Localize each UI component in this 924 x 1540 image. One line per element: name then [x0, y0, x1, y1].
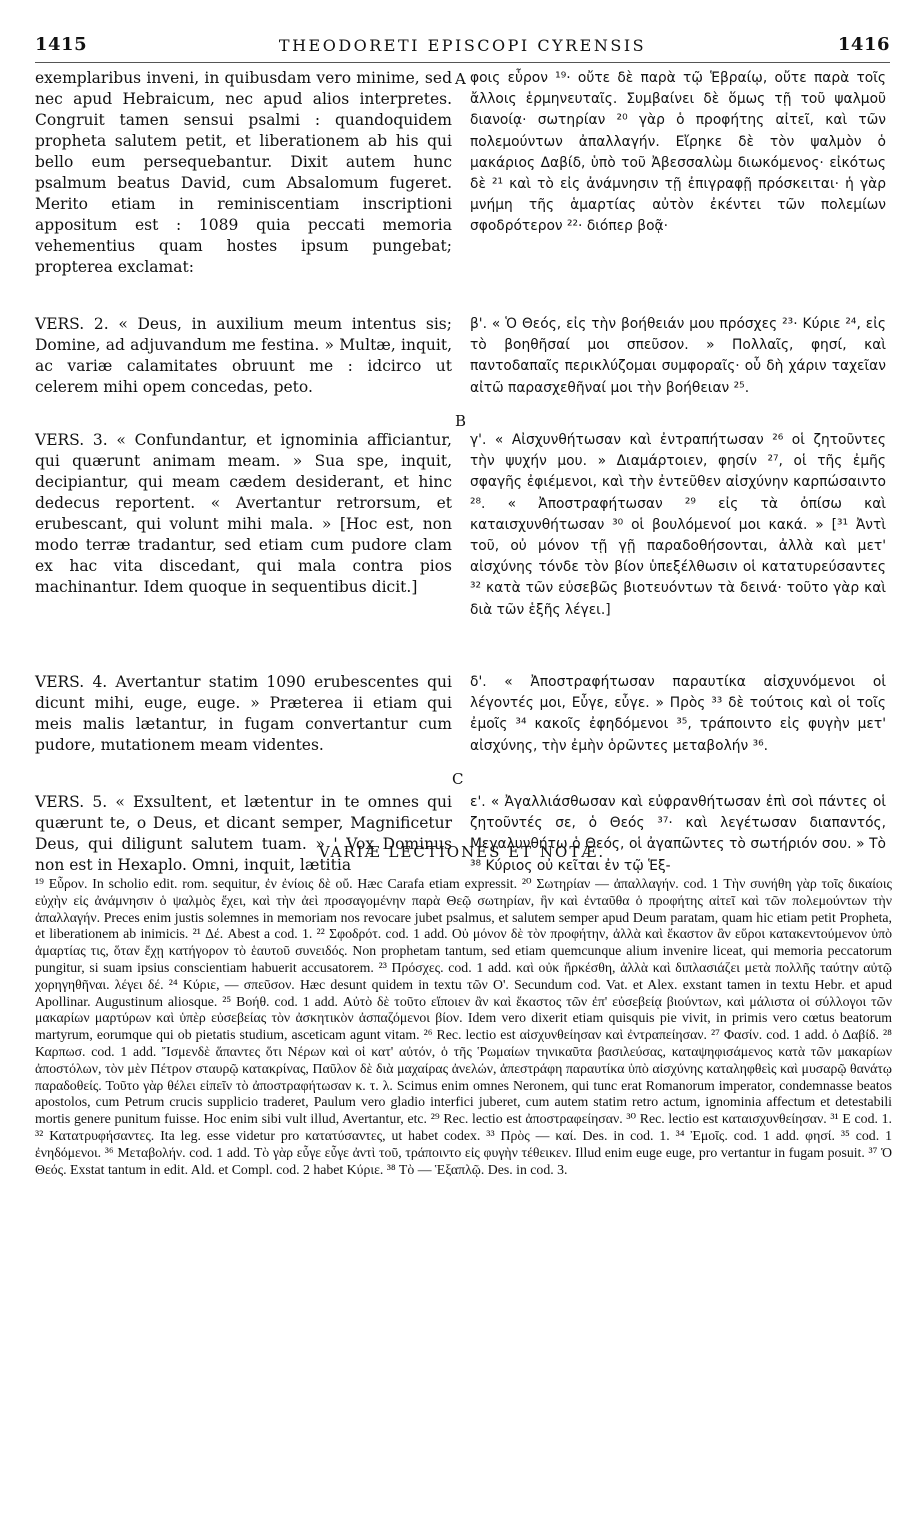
latin-paragraph: VERS. 3. « Confundantur, et ignominia afficiantur, qui quærunt animam meam. » Sua spe, inquit, decipiantur, qui meam cædem desiderant, et hinc dedecus reportent. « Avertantur retrorsum, et erubescant, qui volunt mihi mala. » [Hoc est, non modo terræ tradantur, sed etiam cum pudore clam ex hac vita discedant, qui mala contra pios machinantur. Idem quoque in sequentibus dicit.]: [35, 431, 452, 596]
greek-paragraph: φοις εὗρον ¹⁹· οὔτε δὲ παρὰ τῷ Ἑβραίῳ, οὔτε παρὰ τοῖς ἄλλοις ἑρμηνευταῖς. Συμβαίνει δὲ ὅμως τῇ τοῦ ψαλμοῦ διανοίᾳ· σωτηρίαν ²⁰ γὰρ ὁ προφήτης αἰτεῖ, καὶ τῶν πολεμούντων ἀπαλλαγήν. Εἴρηκε δὲ τὸν ψαλμὸν ὁ μακάριος Δαβίδ, ὑπὸ τοῦ Ἀβεσσαλὼμ διωκόμενος· εἰκότως δὲ ²¹ καὶ τὸ εἰς ἀνάμνησιν τῇ ἐπιγραφῇ πρόσκειται· ἡ γὰρ μνήμη τῆς ἁμαρτίας αὐτὸν ἐκέντει τῶν πολεμίων σφοδρότερον ²²· διόπερ βοᾷ·: [470, 70, 886, 235]
page-header: [35, 26, 890, 60]
greek-block-beta: [470, 314, 886, 399]
greek-block-delta: [470, 672, 886, 757]
latin-block-vers4: [35, 672, 452, 756]
right-page-number: 1416: [837, 34, 890, 55]
greek-block-epsilon: [470, 792, 886, 877]
greek-paragraph: γ'. « Αἰσχυνθήτωσαν καὶ ἐντραπήτωσαν ²⁶ οἱ ζητοῦντες τὴν ψυχήν μου. » Διαμάρτοιεν, φησίν ²⁷, οἱ τῆς ἐμῆς σφαγῆς ἐφιέμενοι, καὶ τὴν ἐντεῦθεν αἰσχύνην καρπώσαιντο ²⁸. « Ἀποστραφήτωσαν ²⁹ εἰς τὰ ὀπίσω καὶ καταισχυνθήτωσαν ³⁰ οἱ βουλόμενοί μοι κακά. » [³¹ Ἀντὶ τοῦ, οὐ μόνον τῇ γῇ παραδοθήσονται, ἀλλὰ καὶ μετ' αἰσχύνης τόνδε τὸν βίον ὑπεξέλθωσιν οἱ κατατυρεύσαντες ³² κατὰ τῶν εὐσεβῶς βιοτευόντων τὰ δεινά· τοῦτο γὰρ καὶ διὰ τῶν ἑξῆς λέγει.]: [470, 432, 886, 618]
margin-letter-b: B: [455, 412, 467, 430]
margin-letter-c: C: [452, 770, 464, 788]
notes-heading: VARIÆ LECTIONES ET NOTÆ.: [318, 843, 606, 861]
latin-paragraph: exemplaribus inveni, in quibusdam vero minime, sed nec apud Hebraicum, nec apud alios interpretes. Congruit tamen sensui psalmi : quandoquidem propheta salutem petit, et liberationem ab his qui bello eum persequebantur. Dixit autem hunc psalmum beatus David, cum Absalomum fugeret. Merito etiam in reminiscentiam inscriptioni appositum est : 1089 quia peccati memoria vehementius quam hostes ipsum pungebat; propterea exclamat:: [35, 69, 452, 276]
latin-block-intro: [35, 68, 452, 278]
latin-paragraph: VERS. 4. Avertantur statim 1090 erubescentes qui dicunt mihi, euge, euge. » Præterea ii etiam qui meis malis lætantur, in fugam convertantur cum pudore, mutationem meam videntes.: [35, 673, 452, 754]
latin-block-vers3: [35, 430, 452, 598]
running-title: THEODORETI EPISCOPI CYRENSIS: [278, 36, 647, 55]
left-page-number: 1415: [35, 34, 88, 55]
notes-text: ¹⁹ Εὗρον. In scholio edit. rom. sequitur, ἐν ἐνίοις δὲ οὔ. Hæc Carafa etiam expressit. ²⁰ Σωτηρίαν — ἀπαλλαγήν. cod. 1 Τὴν συνήθη γὰρ τοῖς δικαίοις εὐχὴν εἰς ἀνάμνησιν ὁ ψαλμὸς ἔχει, καὶ τὴν ἀεὶ προσαγομένην παρὰ Θεῷ σωτηρίαν, ἣν καὶ ἐνταῦθα ὁ προφήτης αἰτεῖ καὶ τῶν πολεμούντων τὴν ἀπαλλαγήν. Preces enim justis solemnes in memoriam nos revocare jubet psalmus, et salutem semper apud Deum paratam, quam hic etiam petit Propheta, et liberationem ab inimicis. ²¹ Δέ. Abest a cod. 1. ²² Σφοδρότ. cod. 1 add. Οὐ μόνον δὲ τὸν προφήτην, ἀλλὰ καὶ ἕκαστον ἂν εὕροι κατακεντούμενον ὑπὸ ἁμαρτίας τις, ὅταν ἔχῃ κατήγορον τὸ ἑαυτοῦ συνειδός. Non prophetam tantum, sed etiam quemcunque alium invenire liceat, qui memoria peccatorum pungitur, si suam ipsius conscientiam habuerit accusatorem. ²³ Πρόσχες. cod. 1 add. καὶ οὐκ ἤρκέσθη, ἀλλὰ καὶ διπλασιάζει μετὰ πολλῆς ταύτην αὐτῷ χορηγηθῆναι. λέγει δέ. ²⁴ Κύριε, — σπεῦσον. Hæc desunt quidem in textu τῶν Ο'. Secundum cod. Vat. et Alex. exstant tamen in textu Hebr. et apud Apollinar. Augustinum aliosque. ²⁵ Βοήθ. cod. 1 add. Αὐτὸ δὲ τοῦτο εἴποιεν ἂν καὶ ἕκαστος τῶν ἐπ' εὐσεβείᾳ βιούντων, καὶ μάλιστα οἱ σύλλογοι τῶν μακαρίων μαρτύρων καὶ ὑπὲρ εὐσεβείας τὸν ἀσκητικὸν ἀσπαζόμενοι βίον. Idem vero dixerit etiam quisquis pie vivit, in primis vero cœtus beatorum martyrum, eorumque qui ob pietatis studium, asceticam agunt vitam. ²⁶ Rec. lectio est αἰσχυνθείησαν καὶ ἐντραπείησαν. ²⁷ Φασίν. cod. 1 add. ὁ Δαβίδ. ²⁸ Καρπωσ. cod. 1 add. Ἴσμενδὲ ἅπαντες ὅτι Νέρων καὶ οἱ κατ' αὐτόν, ὁ τῆς Ῥωμαίων τηνικαῦτα βασιλεύσας, καταψηφισάμενος κατὰ τῶν μακαρίων ἀποστόλων, τὸν μὲν Πέτρον σταυρῷ κατακρίνας, Παῦλον δὲ διὰ μαχαίρας ἀνελών, ἀπεστράφη παραυτίκα ὑπὸ αἰσχύνης καταληφθεὶς καὶ μυσαρῷ θανάτῳ παραδοθείς. Τοῦτο γὰρ θέλει εἰπεῖν τὸ ἀποστραφήτωσαν κ. τ. λ. Scimus enim omnes Neronem, qui tunc erat Romanorum imperator, condemnasse beatos apostolos, cum Petrum crucis supplicio traderet, Paulum vero gladio interfici juberet, cum autem statim retro actum, ignominia affectum et detestabili mortis genere punitum fuisse. Hoc enim sibi vult illud, Avertantur, etc. ²⁹ Rec. lectio est ἀποστραφείησαν. ³⁰ Rec. lectio est καταισχυνθείησαν. ³¹ E cod. 1. ³² Κατατρυφήσαντες. Ita leg. esse videtur pro κατατύσαντες, ut habet codex. ³³ Πρὸς — καί. Des. in cod. 1. ³⁴ Ἐμοῖς. cod. 1 add. φησί. ³⁵ cod. 1 ἐνηδόμενοι. ³⁶ Μεταβολήν. cod. 1 add. Τὸ γὰρ εὖγε εὖγε ἀντὶ τοῦ, τράποιντο εἰς φυγὴν τέθεικεν. Illud enim euge euge, pro vertantur in fugam posuit. ³⁷ Ὁ Θεός. Exstat tantum in edit. Ald. et Compl. cod. 2 habet Κύριε. ³⁸ Τὸ — Ἑξαπλῷ. Des. in cod. 3.: [35, 876, 892, 1177]
latin-block-vers5: [35, 792, 452, 876]
greek-block-gamma: [470, 430, 886, 621]
greek-paragraph: ε'. « Ἀγαλλιάσθωσαν καὶ εὐφρανθήτωσαν ἐπὶ σοὶ πάντες οἱ ζητοῦντές σε, ὁ Θεός ³⁷· καὶ λεγέτωσαν διαπαντός, Μεγαλυνθήτω ὁ Θεός, οἱ ἀγαπῶντες τὸ σωτήριόν σου. » Τὸ ³⁸ Κύριος οὐ κεῖται ἐν τῷ Ἑξ-: [470, 794, 886, 874]
header-rule: [35, 62, 890, 63]
latin-paragraph: VERS. 5. « Exsultent, et lætentur in te omnes qui quærunt te, o Deus, et dicant semper, Magnificetur Deus, qui diligunt salutem tuam. » ' Vox Dominus non est in Hexaplo. Omni, inquit, lætitia: [35, 793, 452, 874]
greek-block-intro: [470, 68, 886, 238]
latin-block-vers2: [35, 314, 452, 398]
latin-paragraph: VERS. 2. « Deus, in auxilium meum intentus sis; Domine, ad adjuvandum me festina. » Multæ, inquit, ac variæ calamitates obruunt me : idcirco ut celerem mihi opem concedas, peto.: [35, 315, 452, 396]
margin-letter-a: A: [455, 70, 466, 88]
greek-paragraph: β'. « Ὁ Θεός, εἰς τὴν βοήθειάν μου πρόσχες ²³· Κύριε ²⁴, εἰς τὸ βοηθῆσαί μοι σπεῦσον. » Πολλαῖς, φησί, καὶ παντοδαπαῖς περικλύζομαι συμφοραῖς· οὗ δὴ χάριν ταχεῖαν αἰτῶ παρασχεθῆναί μοι τὴν βοήθειαν ²⁵.: [470, 316, 886, 396]
greek-paragraph: δ'. « Ἀποστραφήτωσαν παραυτίκα αἰσχυνόμενοι οἱ λέγοντές μοι, Εὖγε, εὖγε. » Πρὸς ³³ δὲ τούτοις καὶ οἱ τοῖς ἐμοῖς ³⁴ κακοῖς ἐφηδόμενοι ³⁵, τράποιντο εἰς φυγὴν μετ' αἰσχύνης, τὴν ἐμὴν ὁρῶντες μεταβολήν ³⁶.: [470, 674, 886, 754]
notes-block: [35, 876, 892, 1178]
